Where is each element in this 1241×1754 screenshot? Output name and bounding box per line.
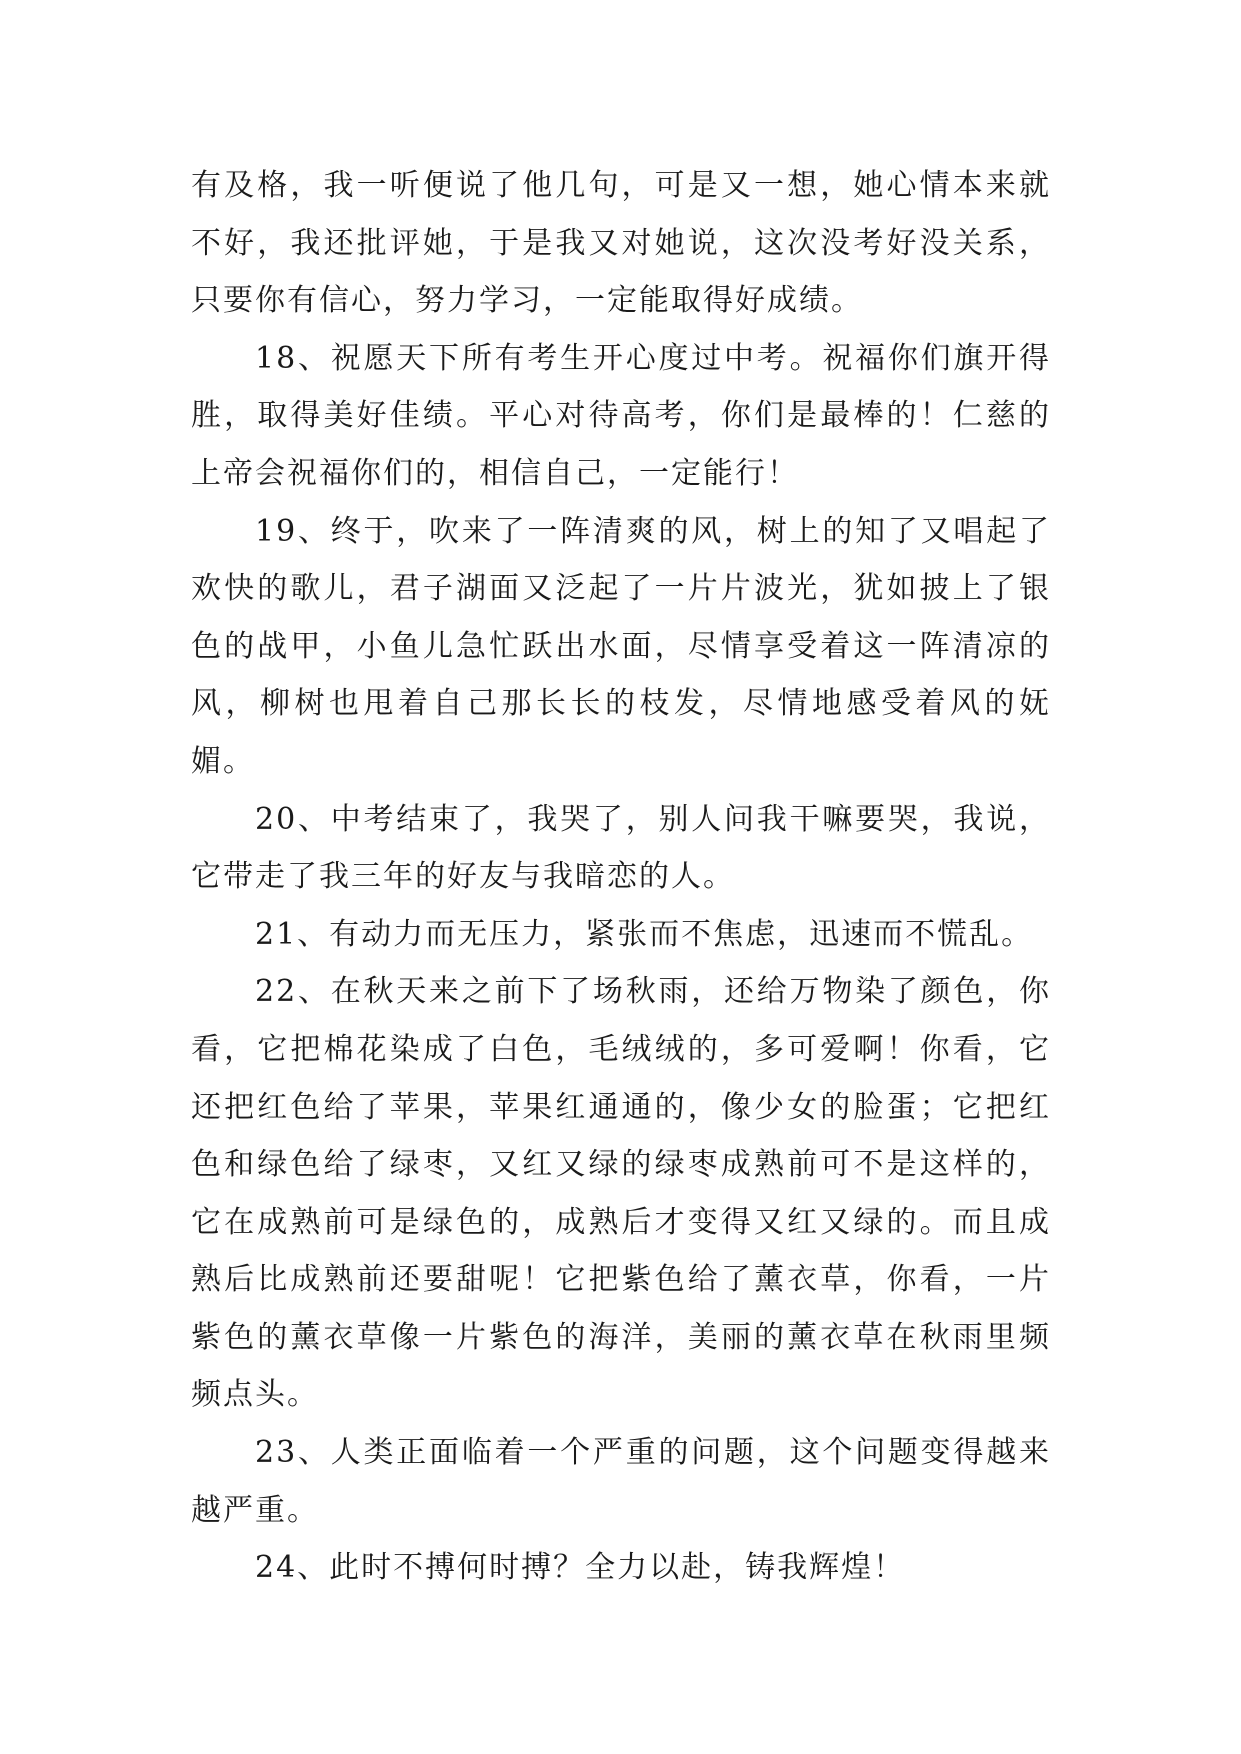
paragraph-24: 24、此时不搏何时搏？全力以赴，铸我辉煌！ — [255, 1550, 906, 1586]
document-body — [191, 157, 1051, 1597]
paragraph-continuation: 有及格，我一听便说了他几句，可是又一想，她心情本来就不好，我还批评她，于是我又对她说，这次没考好没关系，只要你有信心，努力学习，一定能取得好成绩。 — [191, 168, 1051, 319]
paragraph-21: 21、有动力而无压力，紧张而不焦虑，迅速而不慌乱。 — [255, 916, 1034, 952]
paragraph-23: 23、人类正面临着一个严重的问题，这个问题变得越来越严重。 — [191, 1435, 1051, 1528]
paragraph-22: 22、在秋天来之前下了场秋雨，还给万物染了颜色，你看，它把棉花染成了白色，毛绒绒的，多可爱啊！你看，它还把红色给了苹果，苹果红通通的，像少女的脸蛋；它把红色和绿色给了绿枣，又红又绿的绿枣成熟前可不是这样的，它在成熟前可是绿色的，成熟后才变得又红又绿的。而且成熟后比成熟前还要甜呢！它把紫色给了薰衣草，你看，一片紫色的薰衣草像一片紫色的海洋，美丽的薰衣草在秋雨里频频点头。 — [191, 974, 1051, 1413]
paragraph-18: 18、祝愿天下所有考生开心度过中考。祝福你们旗开得胜，取得美好佳绩。平心对待高考，你们是最棒的！仁慈的上帝会祝福你们的，相信自己，一定能行！ — [191, 340, 1051, 491]
paragraph-19: 19、终于，吹来了一阵清爽的风，树上的知了又唱起了欢快的歌儿，君子湖面又泛起了一片片波光，犹如披上了银色的战甲，小鱼儿急忙跃出水面，尽情享受着这一阵清凉的风，柳树也甩着自己那长长的枝发，尽情地感受着风的妩媚。 — [191, 513, 1051, 779]
paragraph-20: 20、中考结束了，我哭了，别人问我干嘛要哭，我说，它带走了我三年的好友与我暗恋的人。 — [191, 801, 1051, 895]
